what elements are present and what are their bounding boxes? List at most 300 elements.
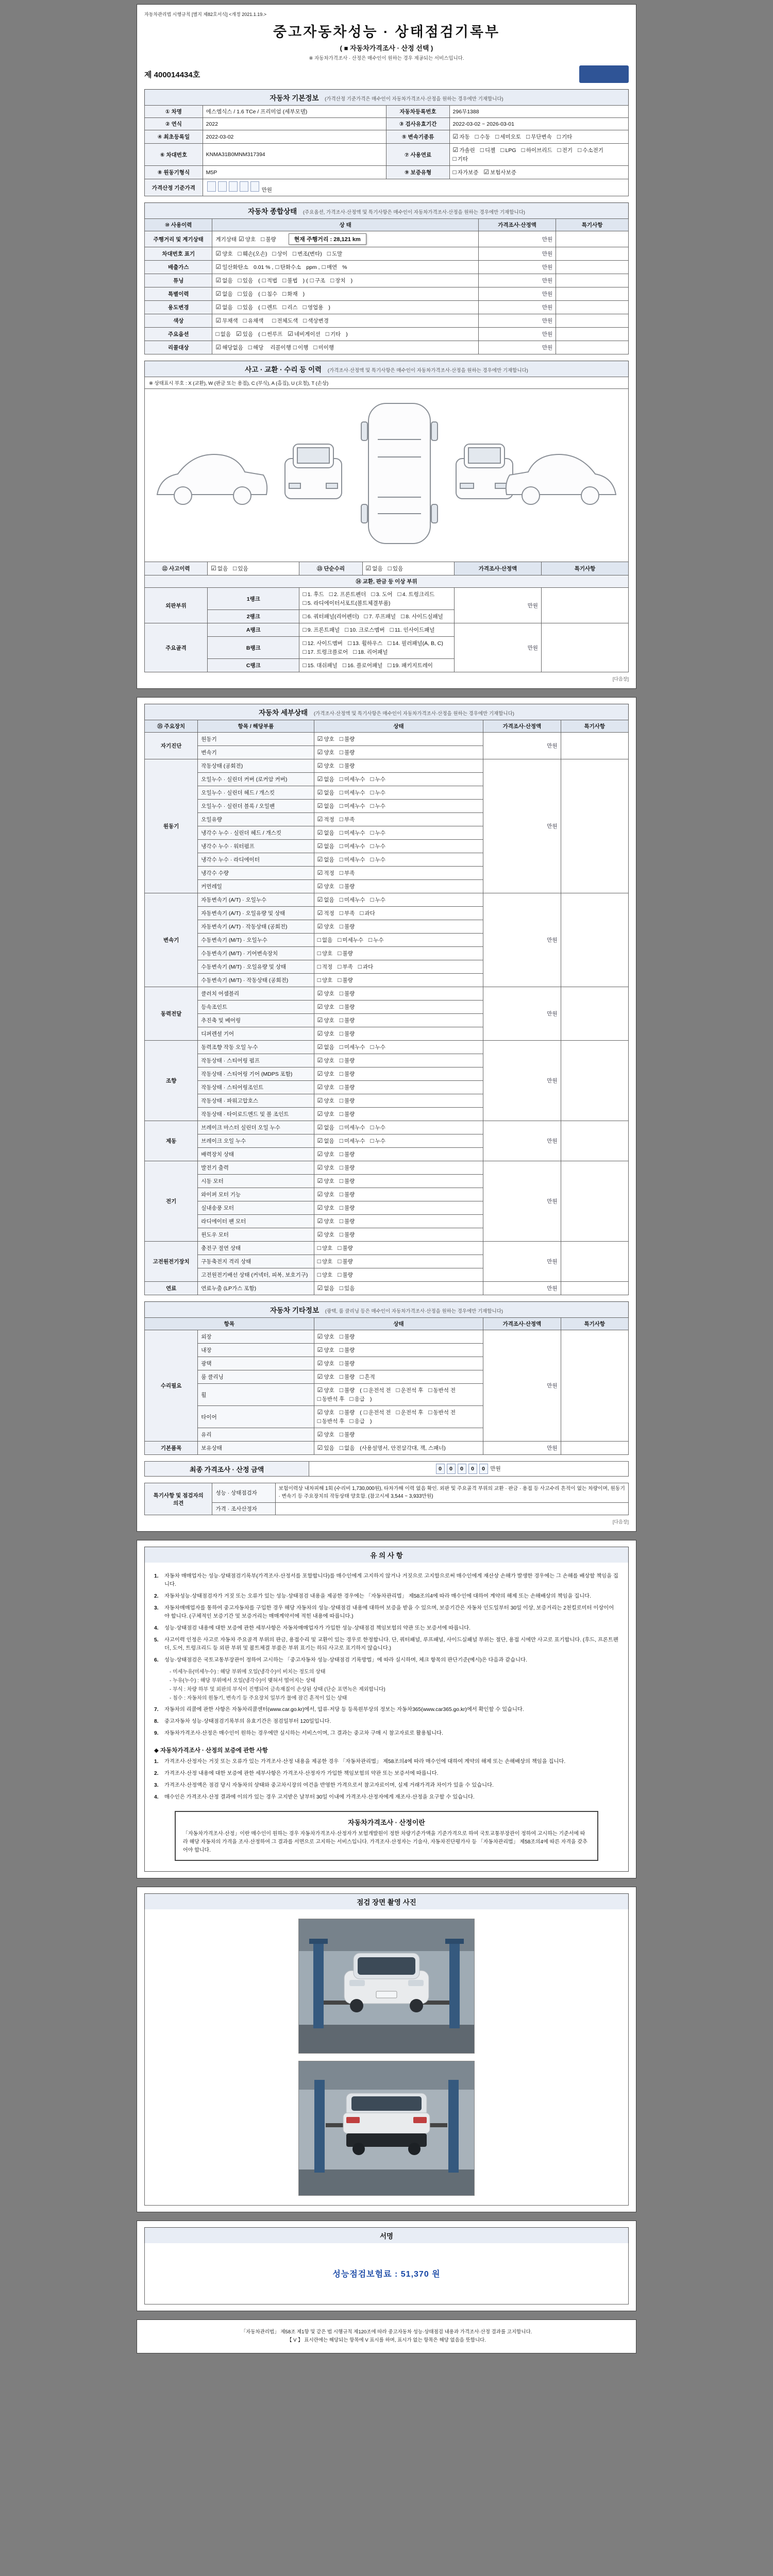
cell: 상태 xyxy=(314,1318,483,1330)
check-option: □ 불량 xyxy=(339,1016,355,1024)
check-option: □ 불량 xyxy=(339,749,355,756)
table-row xyxy=(145,166,629,179)
check-option: ☑ 양호 xyxy=(215,250,233,257)
check-option: □ 렌트 xyxy=(262,303,278,311)
cell: 만원 xyxy=(483,1121,561,1161)
checkbox-unchecked: □ xyxy=(339,1386,343,1394)
checkbox-unchecked: □ xyxy=(339,1083,343,1091)
checkbox-unchecked: □ xyxy=(475,133,479,140)
cell: 항목 xyxy=(145,1318,314,1330)
notice-subitem: - 누유(누수) : 해당 부위에서 오일(냉각수)이 맺혀서 떨어지는 상태 xyxy=(170,1677,316,1684)
cell: 자동차등록번호 xyxy=(386,106,449,118)
cell xyxy=(556,328,629,341)
check-option: □ 불량 xyxy=(339,1083,355,1091)
cell: 작동상태 · 파워고압호스 xyxy=(198,1094,314,1108)
cell xyxy=(314,1175,483,1188)
checkbox-unchecked: □ xyxy=(339,789,343,796)
checkbox-unchecked: □ xyxy=(480,146,484,154)
cell: 주행거리 및 계기상태 xyxy=(145,231,212,247)
text: ) xyxy=(350,278,353,284)
checkbox-checked: ☑ xyxy=(215,303,222,311)
cell: 연료 xyxy=(145,1282,198,1295)
cell xyxy=(314,1014,483,1027)
check-option: ☑ 적정 xyxy=(317,909,334,917)
cell: ⑭ 교환, 판금 등 이상 부위 xyxy=(145,575,629,588)
section-basic-info xyxy=(144,89,629,196)
text: ) xyxy=(369,1396,372,1402)
checkbox-checked: ☑ xyxy=(317,802,323,809)
checkbox-unchecked: □ xyxy=(360,909,364,917)
check-option: □ 양호 xyxy=(317,950,333,957)
check-option: □ 적정 xyxy=(317,963,333,970)
checkbox-unchecked: □ xyxy=(238,303,242,311)
check-option: □ LPG xyxy=(500,146,516,154)
checkbox-unchecked: □ xyxy=(330,277,334,284)
cell: 자기진단 xyxy=(145,733,198,759)
check-option: ☑ 양호 xyxy=(317,1431,334,1438)
cell: 에스엠식스 / 1.6 TCe / 프리미엄 (세부모델) xyxy=(203,106,386,118)
cell: ④ 최초등록일 xyxy=(145,130,203,144)
cell: 자동변속기 (A/T) · 오일유량 및 상태 xyxy=(198,907,314,920)
cell xyxy=(314,1330,483,1344)
cell xyxy=(314,1067,483,1081)
check-option: ☑ 양호 xyxy=(317,1204,334,1211)
cell xyxy=(314,947,483,960)
check-option: □ 누수 xyxy=(370,1043,386,1050)
checkbox-unchecked: □ xyxy=(339,1217,343,1225)
check-option: □ 없음 xyxy=(339,1444,355,1451)
checkbox-unchecked: □ xyxy=(338,1258,342,1265)
checkbox-unchecked: □ xyxy=(303,639,307,647)
check-option: ☑ 양호 xyxy=(317,1360,334,1367)
cell: 보험이력상 내차피해 1회 (수리비 1,730,000원), 타차가해 이력 없음 확인. 외판 및 주요골격 부위의 교환 · 판금 · 용접 등 사고수리 흔적이 없는 차량이며, 원동기 · 변속기 등 주요장치의 작동상태 양호함. (참고시세 3,544 ~ 3,933만원) xyxy=(275,1483,628,1503)
checkbox-checked: ☑ xyxy=(317,1110,323,1117)
section-title-text: 자동차 세부상태 xyxy=(259,709,308,717)
cell: 오일누수 · 실린더 헤드 / 개스킷 xyxy=(198,786,314,800)
checkbox-unchecked: □ xyxy=(396,1386,400,1394)
checkbox-unchecked: □ xyxy=(339,1124,343,1131)
check-option: □ 훼손(오손) xyxy=(238,250,267,257)
cell xyxy=(556,261,629,274)
cell: 만원 xyxy=(483,987,561,1041)
checkbox-unchecked: □ xyxy=(339,802,343,809)
cell: 2랭크 xyxy=(208,610,299,623)
table-row xyxy=(145,118,629,130)
check-option: □ 10. 크로스멤버 xyxy=(345,626,385,633)
table-row xyxy=(145,1330,629,1344)
checkbox-checked: ☑ xyxy=(317,1386,323,1394)
check-option: □ 5. 라디에이터서포트(볼트체결부품) xyxy=(303,599,391,606)
cell xyxy=(449,144,628,166)
section-note: (주요옵션, 가격조사·산정액 및 특기사항은 매수인이 자동차가격조사·산정을 원하는 경우에만 기재합니다) xyxy=(303,210,525,215)
cell xyxy=(299,610,454,623)
checkbox-unchecked: □ xyxy=(401,613,405,620)
checkbox-unchecked: □ xyxy=(339,1373,343,1380)
text: ( xyxy=(258,331,260,337)
warranty-section-title: ◆ 자동차가격조사 · 산정의 보증에 관한 사항 xyxy=(154,1747,268,1754)
text: ( xyxy=(258,278,260,284)
cell: A랭크 xyxy=(208,623,299,637)
checkbox-unchecked: □ xyxy=(557,146,561,154)
checkbox-checked: ☑ xyxy=(317,816,323,823)
notice-text: 가격조사·산정액은 점검 당시 자동차의 상태와 중고차시장의 여건을 반영한 가격으로서 참고자료이며, 실제 거래가격과 차이가 있을 수 있습니다. xyxy=(164,1782,494,1788)
text: ) ( xyxy=(303,278,308,284)
check-option: ☑ 양호 xyxy=(317,1070,334,1077)
checkbox-unchecked: □ xyxy=(500,146,505,154)
unit-label: 만원 xyxy=(489,1466,501,1472)
cell xyxy=(561,893,628,987)
section-title-text: 자동차 기타정보 xyxy=(270,1307,319,1314)
cell xyxy=(556,231,629,247)
table-row xyxy=(145,893,629,907)
cell xyxy=(314,880,483,893)
inspection-photo-rear xyxy=(298,2061,475,2196)
table-row xyxy=(145,301,629,314)
cell: 주요골격 xyxy=(145,623,208,672)
checkbox-unchecked: □ xyxy=(310,277,314,284)
notice-number: 1. xyxy=(154,1758,159,1765)
cell: 라디에이터 팬 모터 xyxy=(198,1215,314,1228)
cell xyxy=(314,1268,483,1282)
check-option: □ 운전석 전 xyxy=(363,1386,391,1394)
check-option: □ 15. 대쉬패널 xyxy=(303,662,338,669)
document-number-row xyxy=(144,65,629,83)
cell: 제동 xyxy=(145,1121,198,1161)
basic-info-table xyxy=(144,105,629,196)
check-option: □ 매연 xyxy=(322,263,338,270)
cell: 작동상태 · 스티어링조인트 xyxy=(198,1081,314,1094)
check-option: ☑ 양호 xyxy=(317,1150,334,1158)
cell xyxy=(556,341,629,354)
checkbox-unchecked: □ xyxy=(317,963,321,970)
cell: 원동기 xyxy=(198,733,314,746)
cell: 외판부위 xyxy=(145,588,208,623)
cell xyxy=(314,1242,483,1255)
checkbox-checked: ☑ xyxy=(317,896,323,903)
checkbox-unchecked: □ xyxy=(364,613,368,620)
cell: 동력전달 xyxy=(145,987,198,1041)
notice-number: 3. xyxy=(154,1782,159,1788)
cell xyxy=(208,562,299,575)
notice-number: 4. xyxy=(154,1625,159,1632)
checkbox-checked: ☑ xyxy=(317,749,323,756)
cell: 냉각수 누수 · 라디에이터 xyxy=(198,853,314,867)
cell: ② 연식 xyxy=(145,118,203,130)
checkbox-unchecked: □ xyxy=(339,869,343,876)
cell xyxy=(212,314,478,328)
text: 0.01 % , xyxy=(253,264,274,270)
checkbox-unchecked: □ xyxy=(339,1016,343,1024)
checkbox-checked: ☑ xyxy=(317,1373,323,1380)
checkbox-checked: ☑ xyxy=(215,344,222,351)
checkbox-unchecked: □ xyxy=(388,565,392,572)
check-option: □ 양호 xyxy=(317,976,333,984)
checkbox-unchecked: □ xyxy=(370,856,374,863)
check-option: □ 미세누수 xyxy=(339,1043,365,1050)
price-definition-title: 자동차가격조사 · 산정이란 xyxy=(348,1818,425,1826)
checkbox-checked: ☑ xyxy=(215,277,222,284)
cell xyxy=(314,1081,483,1094)
checkbox-unchecked: □ xyxy=(339,1360,343,1367)
section-title-text: 자동차 기본정보 xyxy=(270,94,319,102)
check-option: □ 기타 xyxy=(325,330,341,337)
checkbox-checked: ☑ xyxy=(317,1360,323,1367)
check-option: □ 부족 xyxy=(339,909,355,917)
checkbox-unchecked: □ xyxy=(388,662,392,669)
notice-text: 자동차의 리콜에 관한 사항은 자동차리콜센터(www.car.go.kr)에서, 압류·저당 등 등록원부상의 정보는 자동차365(www.car365.go.kr)에서 확인할 수 있습니다. xyxy=(164,1706,524,1713)
page-marker: [다음장] xyxy=(612,1519,629,1525)
check-option: □ 불량 xyxy=(339,1373,355,1380)
cell xyxy=(556,287,629,301)
cell xyxy=(314,987,483,1001)
table-row xyxy=(145,231,629,247)
checkbox-unchecked: □ xyxy=(282,303,287,311)
cell xyxy=(314,840,483,853)
cell: ⑤ 변속기종류 xyxy=(386,130,449,144)
checkbox-unchecked: □ xyxy=(396,1409,400,1416)
check-option: □ 전체도색 xyxy=(272,317,298,324)
notice-text: 가격조사·산정자는 거짓 또는 오류가 있는 가격조사·산정 내용을 제공한 경우 「자동차관리법」 제58조의4에 따라 매수인에 대하여 계약의 해제 또는 손해배상의 책임을 집니다. xyxy=(164,1758,566,1765)
check-option: □ 미이행 xyxy=(313,344,334,351)
cell xyxy=(556,274,629,287)
check-option: □ 장치 xyxy=(330,277,346,284)
cell: ③ 검사유효기간 xyxy=(386,118,449,130)
insurance-premium-label: 성능점검보험료 : xyxy=(332,2270,398,2279)
cell: 만원 xyxy=(478,261,556,274)
cell: 만원 xyxy=(478,341,556,354)
check-option: □ 미세누수 xyxy=(339,775,365,783)
cell xyxy=(314,1228,483,1242)
cell xyxy=(556,314,629,328)
notice-text: 자동차성능·상태점검자가 거짓 또는 오류가 있는 성능·상태점검 내용을 제공한 경우에는 「자동차관리법」 제58조의4에 따라 매수인에 대하여 계약의 해제 또는 손해배상의 책임을 집니다. xyxy=(164,1594,591,1600)
check-option: □ 불량 xyxy=(339,883,355,890)
checkbox-unchecked: □ xyxy=(339,1150,343,1158)
notice-text: 중고자동차 성능·상태점검기록부의 유효기간은 점검일부터 120일입니다. xyxy=(164,1718,331,1724)
checkbox-unchecked: □ xyxy=(360,1373,364,1380)
checkbox-unchecked: □ xyxy=(303,648,307,655)
checkbox-unchecked: □ xyxy=(303,599,307,606)
table-row xyxy=(145,274,629,287)
notice-number: 2. xyxy=(154,1770,159,1776)
cell xyxy=(314,800,483,813)
cell xyxy=(314,1384,483,1406)
table-row xyxy=(145,144,629,166)
checkbox-unchecked: □ xyxy=(339,1003,343,1010)
checkbox-checked: ☑ xyxy=(215,263,222,270)
check-option: □ 변조(변타) xyxy=(292,250,322,257)
check-option: □ 부족 xyxy=(338,963,353,970)
checkbox-unchecked: □ xyxy=(303,626,307,633)
panel-photos xyxy=(137,1887,636,2212)
cell: 상태 xyxy=(314,720,483,733)
cell xyxy=(541,623,628,672)
cell: 특기사항 xyxy=(541,562,628,575)
checkbox-unchecked: □ xyxy=(338,963,342,970)
notice-item xyxy=(154,1636,619,1653)
cell: 수동변속기 (M/T) · 작동상태 (공회전) xyxy=(198,974,314,987)
notice-item xyxy=(154,1793,619,1802)
check-option: ☑ 없음 xyxy=(317,789,334,796)
check-option: □ 응급 xyxy=(349,1417,365,1425)
checkbox-unchecked: □ xyxy=(238,250,242,257)
cell: 상 태 xyxy=(212,219,478,231)
check-option: □ 불량 xyxy=(339,1164,355,1171)
cell: 고전원전기배선 상태 (커넥터, 피복, 보호기구) xyxy=(198,1268,314,1282)
cell xyxy=(309,1462,629,1477)
checkbox-unchecked: □ xyxy=(303,590,307,598)
checkbox-unchecked: □ xyxy=(557,133,561,140)
check-option: □ 과다 xyxy=(360,909,375,917)
cell: 클러치 어셈블리 xyxy=(198,987,314,1001)
digit-box xyxy=(240,181,248,192)
checkbox-checked: ☑ xyxy=(317,1284,323,1292)
cell xyxy=(314,1054,483,1067)
cell: 수동변속기 (M/T) · 오일누수 xyxy=(198,934,314,947)
check-option: □ 기타 xyxy=(557,133,573,140)
checkbox-unchecked: □ xyxy=(339,1191,343,1198)
checkbox-unchecked: □ xyxy=(233,565,237,572)
checkbox-checked: ☑ xyxy=(452,133,459,140)
footer-lines xyxy=(144,2326,629,2347)
cell: 룸 클리닝 xyxy=(198,1370,314,1384)
overall-condition-table xyxy=(144,218,629,354)
check-option: □ 19. 패키지트레이 xyxy=(388,662,433,669)
panel-footer xyxy=(137,2319,636,2353)
table-row xyxy=(145,106,629,118)
cell: 차대번호 표기 xyxy=(145,247,212,261)
check-option: □ 누수 xyxy=(370,829,386,836)
checkbox-unchecked: □ xyxy=(248,344,253,351)
check-option: □ 도말 xyxy=(327,250,343,257)
cell: 만원 xyxy=(454,623,541,672)
section-detail-condition xyxy=(144,704,629,1295)
check-option: □ 불법 xyxy=(282,277,298,284)
check-option: □ 미세누수 xyxy=(339,789,365,796)
checkbox-checked: ☑ xyxy=(211,565,216,572)
document-number: 제 400014434호 xyxy=(144,70,200,79)
checkbox-unchecked: □ xyxy=(339,1346,343,1353)
checkbox-unchecked: □ xyxy=(339,775,343,783)
cell: 광택 xyxy=(198,1357,314,1370)
cell xyxy=(314,1370,483,1384)
check-option: □ 누수 xyxy=(368,936,384,943)
notice-item xyxy=(154,1718,619,1726)
check-option: ☑ 보험사보증 xyxy=(483,168,516,176)
cell xyxy=(314,1188,483,1201)
table-row xyxy=(145,1282,629,1295)
check-option: □ 7. 루프패널 xyxy=(364,613,396,620)
checkbox-unchecked: □ xyxy=(317,976,321,984)
cell: ⑨ 보증유형 xyxy=(386,166,449,179)
checkbox-unchecked: □ xyxy=(339,1204,343,1211)
car-views-illustration xyxy=(147,394,626,554)
cell: ⑦ 사용연료 xyxy=(386,144,449,166)
check-option: ☑ 양호 xyxy=(317,1409,334,1416)
check-option: □ 있음 xyxy=(388,565,404,572)
checkbox-checked: ☑ xyxy=(317,1097,323,1104)
check-option: □ 불량 xyxy=(338,1244,353,1251)
section-note: (가격산정 기준가격은 매수인이 자동차가격조사·산정을 원하는 경우에만 기재합니다) xyxy=(325,96,503,102)
check-option: □ 18. 리어패널 xyxy=(353,648,388,655)
cell: 특기사항 xyxy=(556,219,629,231)
cell: 윈도우 모터 xyxy=(198,1228,314,1242)
check-option: ☑ 일산화탄소 xyxy=(215,263,248,270)
cell xyxy=(314,813,483,826)
cell: 만원 xyxy=(478,301,556,314)
cell: 작동상태 · 타이로드엔드 및 볼 조인트 xyxy=(198,1108,314,1121)
cell: ⑫ 사고이력 xyxy=(145,562,208,575)
section-note: (가격조사·산정액 및 특기사항은 매수인이 자동차가격조사·산정을 원하는 경우에만 기재합니다) xyxy=(313,711,514,717)
notice-number: 5. xyxy=(154,1637,159,1643)
checkbox-checked: ☑ xyxy=(452,146,459,154)
cell xyxy=(362,562,454,575)
check-option: ☑ 없음 xyxy=(317,802,334,809)
cell: 만원 xyxy=(478,287,556,301)
checkbox-unchecked: □ xyxy=(303,303,307,311)
cell xyxy=(299,659,454,672)
mileage-box: 현재 주행거리 : 28,121 km xyxy=(289,233,366,245)
check-option: ☑ 네비게이션 xyxy=(288,330,321,337)
cell: 변속기 xyxy=(198,746,314,759)
check-option: ☑ 없음 xyxy=(215,303,233,311)
cell: 내장 xyxy=(198,1344,314,1357)
check-option: □ 불량 xyxy=(339,1150,355,1158)
check-option: □ 불량 xyxy=(339,1003,355,1010)
table-row xyxy=(145,287,629,301)
cell xyxy=(314,1027,483,1041)
checkbox-checked: ☑ xyxy=(317,1057,323,1064)
cell: 브레이크 마스터 실린더 오일 누수 xyxy=(198,1121,314,1134)
notice-text: 자동차매매업자를 통하여 중고자동차를 구입한 경우 해당 자동차의 성능·상태점검 내용에 대하여 보증을 받을 수 있으며, 보증기간은 자동차 인도일부터 30일 이상, 보증거리는 2천킬로미터 이상이어야 합니다. (구체적인 보증기간 및 보증거리는 매매계약서에 적힌 내용에 따릅니다.) xyxy=(164,1605,614,1620)
section-title-detail xyxy=(144,704,629,720)
footer-line-2: 【 V 】 표시란에는 해당되는 항목에 V 표시를 하며, 표시가 없는 항목은 해당 없음을 뜻합니다. xyxy=(287,2337,486,2343)
cell: 2022 xyxy=(203,118,386,130)
checkbox-unchecked: □ xyxy=(339,829,343,836)
check-option: □ 운전석 후 xyxy=(396,1409,424,1416)
check-option: □ 유채색 xyxy=(243,317,264,324)
check-option: □ 불량 xyxy=(339,1386,355,1394)
section-inspector-opinion xyxy=(144,1483,629,1515)
cell xyxy=(314,1255,483,1268)
check-option: □ 동반석 전 xyxy=(428,1386,456,1394)
cell: 고전원전기장치 xyxy=(145,1242,198,1282)
cell: 냉각수 수량 xyxy=(198,867,314,880)
text: ) xyxy=(346,331,348,337)
table-row xyxy=(145,261,629,274)
check-option: □ 있음 xyxy=(238,290,254,297)
checkbox-unchecked: □ xyxy=(370,1137,374,1144)
cell: 배출가스 xyxy=(145,261,212,274)
notice-text: 성능·상태점검은 국토교통부장관이 정하여 고시하는 「중고자동차 성능·상태점검 기록방법」에 따라 실시하며, 체크 항목의 판단기준(예시)은 다음과 같습니다. xyxy=(164,1657,527,1663)
cell: 시동 모터 xyxy=(198,1175,314,1188)
check-option: ☑ 양호 xyxy=(317,1346,334,1353)
check-option: □ 자가보증 xyxy=(452,168,479,176)
check-option: □ 불량 xyxy=(339,1409,355,1416)
cell: B랭크 xyxy=(208,637,299,659)
checkbox-checked: ☑ xyxy=(317,1346,323,1353)
check-option: □ 불량 xyxy=(339,1204,355,1211)
cell xyxy=(556,247,629,261)
check-option: ☑ 양호 xyxy=(317,1177,334,1184)
detail-condition-table xyxy=(144,720,629,1295)
cell: 특기사항 및 점검자의 의견 xyxy=(145,1483,212,1515)
check-option: ☑ 없음 xyxy=(317,775,334,783)
checkbox-unchecked: □ xyxy=(339,1431,343,1438)
checkbox-unchecked: □ xyxy=(303,613,307,620)
checkbox-unchecked: □ xyxy=(397,590,401,598)
damage-code-legend: ※ 상태표시 부호 : X (교환), W (판금 또는 용접), C (부식), A (흠집), U (요철), T (손상) xyxy=(144,377,629,388)
checkbox-unchecked: □ xyxy=(238,277,242,284)
